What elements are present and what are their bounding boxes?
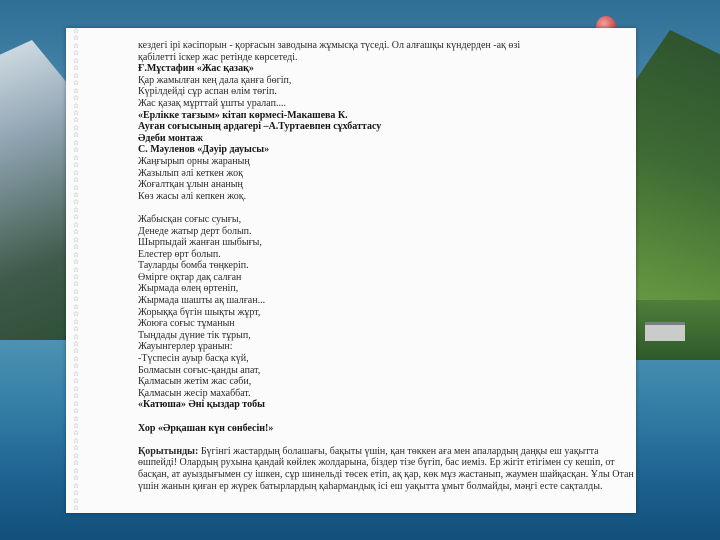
document-page	[66, 28, 636, 513]
star-icon: ☆	[72, 138, 80, 147]
star-icon: ☆	[72, 474, 80, 483]
star-icon: ☆	[72, 56, 80, 65]
star-icon: ☆	[72, 228, 80, 237]
star-border	[70, 28, 82, 513]
event-book-exhibit: «Ерлікке тағзым» кітап көрмесі-Макашева К.	[138, 109, 348, 121]
poem1-title: Ғ.Мұстафин «Жас қазақ»	[138, 63, 254, 75]
conclusion-text: Бүгінгі жастардың болашағы, бақыты үшін, қан төккен аға мен апалардың даңқы еш уақытта өшпейді! Олардың рухына қандай көйлек жолдарына, біздер тізе бүгіп, бас иеміз. Ер жігіт етігімен су кешіп, от басқан, ат ауыздығымен су ішкен, сұр шинельді төсек етіп, ақ қар, көк мұз жастанып, жаумен шайқасқан. Ұлы Отан үшін жанын қиған ер жүрек батырлардың қаһармандық ісі еш уақытта ұмыт болмайды, мәңгі есте сақталды.	[138, 445, 634, 492]
conclusion-paragraph	[138, 446, 634, 492]
star-icon: ☆	[72, 198, 80, 207]
poem2-line: Денеде жатыр дерт болып.	[138, 225, 252, 237]
star-icon: ☆	[72, 168, 80, 177]
star-icon: ☆	[72, 131, 80, 140]
star-icon: ☆	[72, 422, 80, 431]
poem1-line: Күрілдейді сұр аспан өлім төгіп.	[138, 86, 277, 98]
star-icon: ☆	[72, 332, 80, 341]
star-icon: ☆	[72, 64, 80, 73]
star-icon: ☆	[72, 265, 80, 274]
star-icon: ☆	[72, 287, 80, 296]
poem2-line: Жырмада шашты ақ шалған...	[138, 295, 266, 307]
star-icon: ☆	[72, 101, 80, 110]
star-icon: ☆	[72, 146, 80, 155]
poem2-line: Көз жасы әлі кепкен жоқ.	[138, 190, 247, 202]
star-icon: ☆	[72, 280, 80, 289]
star-icon: ☆	[72, 466, 80, 475]
star-icon: ☆	[72, 354, 80, 363]
star-icon: ☆	[72, 369, 80, 378]
star-icon: ☆	[72, 317, 80, 326]
star-icon: ☆	[72, 213, 80, 222]
poem2-line: Жорыққа бүгін шықты жұрт,	[138, 306, 261, 318]
star-icon: ☆	[72, 407, 80, 416]
song-choir: Хор «Әрқашан күн сөнбесін!»	[138, 422, 274, 434]
song-katyusha: «Катюша» Әні қыздар тобы	[138, 399, 265, 411]
star-icon: ☆	[72, 220, 80, 229]
star-icon: ☆	[72, 272, 80, 281]
star-icon: ☆	[72, 243, 80, 252]
star-icon: ☆	[72, 94, 80, 103]
poem2-line: Жаңғырып орны жараның	[138, 155, 250, 167]
star-icon: ☆	[72, 414, 80, 423]
star-icon: ☆	[72, 153, 80, 162]
star-icon: ☆	[72, 205, 80, 214]
star-icon: ☆	[72, 451, 80, 460]
star-icon: ☆	[72, 71, 80, 80]
poem2-line: -Түспесін ауыр басқа күй,	[138, 353, 249, 365]
star-icon: ☆	[72, 384, 80, 393]
star-icon: ☆	[72, 444, 80, 453]
star-icon: ☆	[72, 235, 80, 244]
star-icon: ☆	[72, 49, 80, 58]
star-icon: ☆	[72, 459, 80, 468]
intro-line-2: қабілетті іскер жас ретінде көрсетеді.	[138, 51, 298, 63]
poem2-line: Қалмасын жетім жас сәби,	[138, 376, 252, 388]
star-icon: ☆	[72, 325, 80, 334]
poem2-line: Өмірге оқтар дақ салған	[138, 271, 242, 283]
conclusion-label: Қорытынды:	[138, 445, 199, 457]
star-icon: ☆	[72, 295, 80, 304]
star-icon: ☆	[72, 190, 80, 199]
star-icon: ☆	[72, 310, 80, 319]
star-icon: ☆	[72, 79, 80, 88]
star-icon: ☆	[72, 176, 80, 185]
poem2-line: Шырпыдай жанған шыбығы,	[138, 237, 262, 249]
poem2-line: Жырмада өлең өртеніп,	[138, 283, 239, 295]
event-interview: Ауған соғысының ардагері –А.Туртаевпен сұхбаттасу	[138, 121, 382, 133]
event-literary-montage: Әдеби монтаж	[138, 132, 203, 144]
poem2-line: Тыңдады дүние тік тұрып,	[138, 329, 251, 341]
poem2-line: Болмасын соғыс-қанды апат,	[138, 364, 261, 376]
star-icon: ☆	[72, 347, 80, 356]
star-icon: ☆	[72, 436, 80, 445]
star-icon: ☆	[72, 108, 80, 117]
star-icon: ☆	[72, 250, 80, 259]
star-icon: ☆	[72, 28, 80, 35]
section-gap	[138, 411, 634, 423]
stanza-gap	[138, 202, 634, 214]
star-icon: ☆	[72, 41, 80, 50]
star-icon: ☆	[72, 302, 80, 311]
section-gap	[138, 434, 634, 446]
poem2-line: Жоғалтқан ұлын ананың	[138, 179, 243, 191]
poem2-line: Қалмасын жесір махаббат.	[138, 387, 251, 399]
poem2-line: Жабысқан соғыс суығы,	[138, 213, 242, 225]
star-icon: ☆	[72, 183, 80, 192]
poem2-title: С. Мәуленов «Дәуір дауысы»	[138, 144, 270, 156]
poem1-line: Жас қазақ мұрттай ұшты уралап....	[138, 97, 286, 109]
star-icon: ☆	[72, 161, 80, 170]
star-icon: ☆	[72, 399, 80, 408]
document-text	[138, 40, 634, 492]
star-icon: ☆	[72, 429, 80, 438]
poem2-line: Жоюға соғыс тұманын	[138, 318, 235, 330]
star-icon: ☆	[72, 481, 80, 490]
poem2-line: Елестер өрт болып.	[138, 248, 221, 260]
star-icon: ☆	[72, 362, 80, 371]
star-icon: ☆	[72, 123, 80, 132]
poem2-line: Жазылып әлі кеткен жоқ	[138, 167, 243, 179]
star-icon: ☆	[72, 489, 80, 498]
poem2-line: Тауларды бомба төңкеріп.	[138, 260, 249, 272]
star-icon: ☆	[72, 258, 80, 267]
star-icon: ☆	[72, 116, 80, 125]
lakeside-building	[645, 322, 685, 341]
star-icon: ☆	[72, 496, 80, 505]
star-icon: ☆	[72, 86, 80, 95]
star-icon: ☆	[72, 34, 80, 43]
intro-line-1: кездегі ірі кәсіпорын - қорғасын заводына жұмысқа түседі. Ол алғашқы күндерден -ақ өзі	[138, 40, 521, 51]
poem1-line: Қар жамылған кең дала қанға бөгіп,	[138, 74, 292, 86]
star-icon: ☆	[72, 504, 80, 512]
star-icon: ☆	[72, 392, 80, 401]
star-icon: ☆	[72, 340, 80, 349]
star-icon: ☆	[72, 377, 80, 386]
poem2-line: Жауынгерлер ұранын:	[138, 341, 233, 353]
